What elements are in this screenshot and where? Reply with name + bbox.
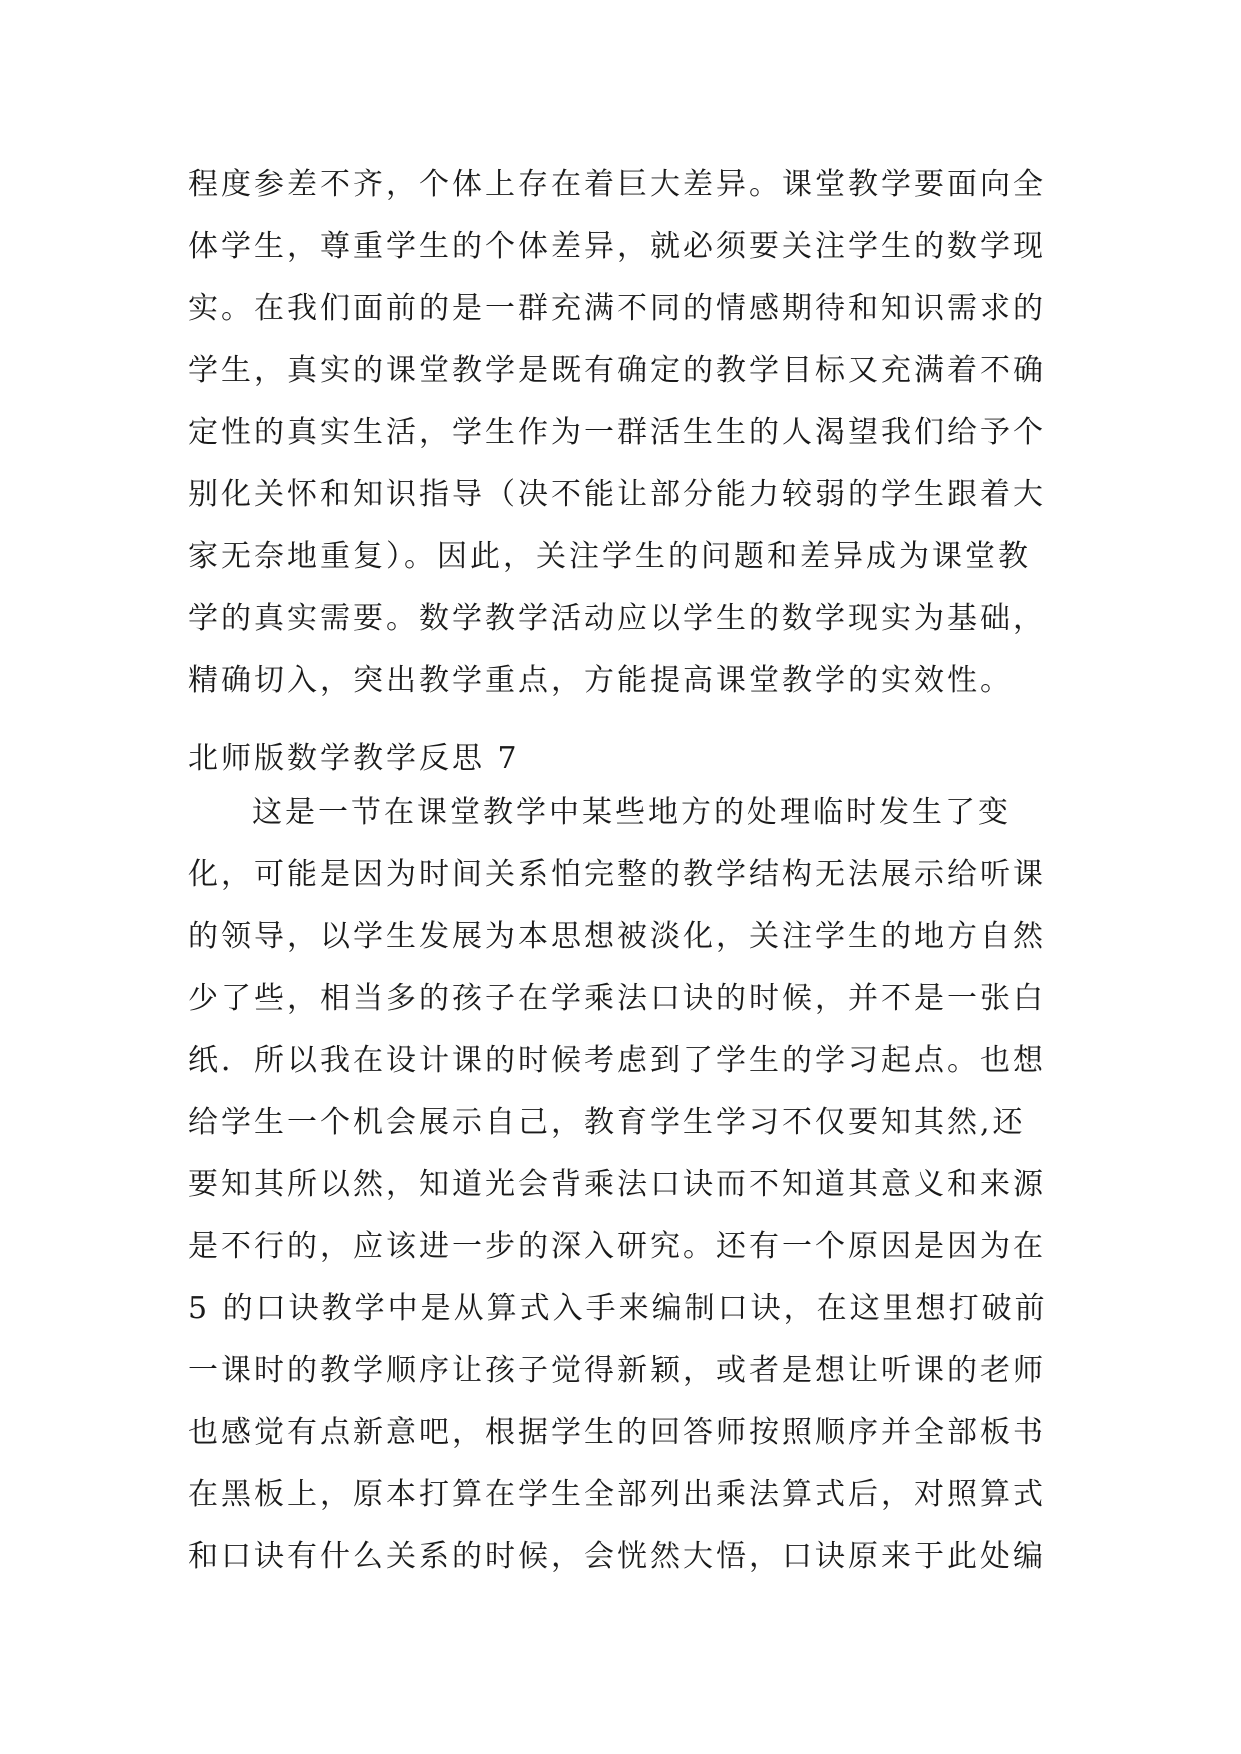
paragraph-line: 化，可能是因为时间关系怕完整的教学结构无法展示给听课: [188, 857, 1046, 892]
paragraph-line: 学的真实需要。数学教学活动应以学生的数学现实为基础，: [188, 601, 1046, 636]
paragraph-line: 实。在我们面前的是一群充满不同的情感期待和知识需求的: [188, 291, 1046, 326]
paragraph-line: 一课时的教学顺序让孩子觉得新颖，或者是想让听课的老师: [188, 1353, 1046, 1388]
section-heading: 北师版数学教学反思 7: [188, 741, 520, 776]
paragraph-top: [188, 154, 1068, 712]
paragraph-line: 也感觉有点新意吧，根据学生的回答师按照顺序并全部板书: [188, 1415, 1046, 1450]
section-heading-block: [188, 728, 1068, 790]
paragraph-line: 这是一节在课堂教学中某些地方的处理临时发生了变: [252, 795, 1011, 830]
paragraph-line: 程度参差不齐，个体上存在着巨大差异。课堂教学要面向全: [188, 167, 1046, 202]
paragraph-line: 定性的真实生活，学生作为一群活生生的人渴望我们给予个: [188, 415, 1046, 450]
paragraph-bottom: [188, 782, 1068, 1588]
paragraph-line: 别化关怀和知识指导（决不能让部分能力较弱的学生跟着大: [188, 477, 1046, 512]
paragraph-line: 给学生一个机会展示自己，教育学生学习不仅要知其然,还: [188, 1105, 1026, 1140]
paragraph-line: 是不行的，应该进一步的深入研究。还有一个原因是因为在: [188, 1229, 1046, 1264]
paragraph-line: 精确切入，突出教学重点，方能提高课堂教学的实效性。: [188, 663, 1013, 698]
paragraph-line: 的领导，以学生发展为本思想被淡化，关注学生的地方自然: [188, 919, 1046, 954]
paragraph-line: 5 的口诀教学中是从算式入手来编制口诀，在这里想打破前: [188, 1291, 1048, 1326]
paragraph-line: 和口诀有什么关系的时候，会恍然大悟，口诀原来于此处编: [188, 1539, 1046, 1574]
paragraph-line: 要知其所以然，知道光会背乘法口诀而不知道其意义和来源: [188, 1167, 1046, 1202]
paragraph-line: 少了些，相当多的孩子在学乘法口诀的时候，并不是一张白: [188, 981, 1046, 1016]
paragraph-line: 纸．所以我在设计课的时候考虑到了学生的学习起点。也想: [188, 1043, 1046, 1078]
paragraph-line: 学生，真实的课堂教学是既有确定的教学目标又充满着不确: [188, 353, 1046, 388]
paragraph-line: 家无奈地重复）。因此，关注学生的问题和差异成为课堂教: [188, 539, 1031, 574]
paragraph-line: 体学生，尊重学生的个体差异，就必须要关注学生的数学现: [188, 229, 1046, 264]
paragraph-line: 在黑板上，原本打算在学生全部列出乘法算式后，对照算式: [188, 1477, 1046, 1512]
